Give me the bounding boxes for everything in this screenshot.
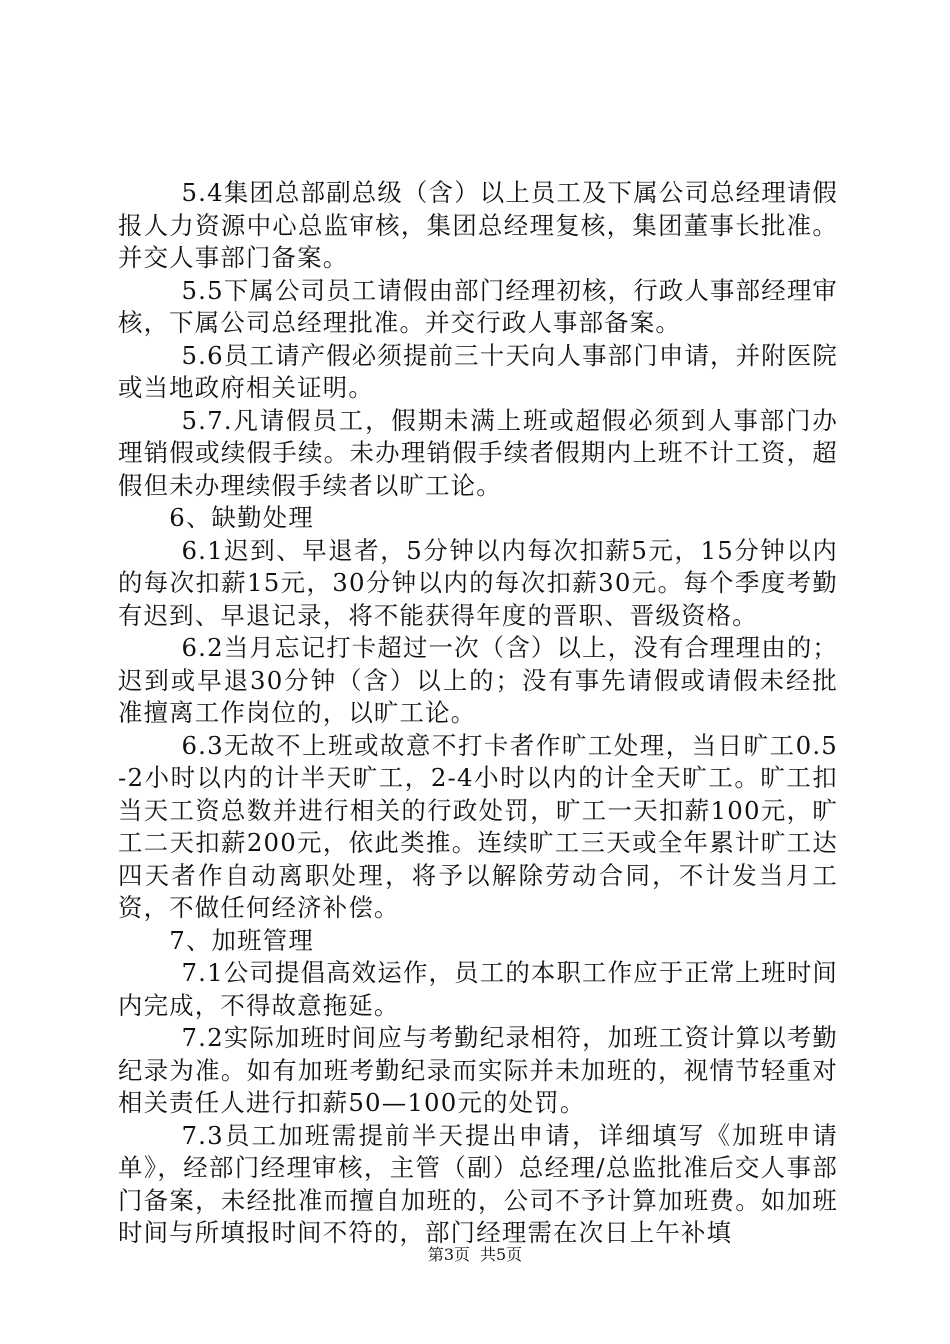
paragraph-5-6: 5.6员工请产假必须提前三十天向人事部门申请，并附医院或当地政府相关证明。	[118, 340, 839, 402]
page-total: 共5页	[480, 1245, 523, 1264]
page-number: 第3页	[427, 1245, 470, 1264]
paragraph-6-1: 6.1迟到、早退者，5分钟以内每次扣薪5元，15分钟以内的每次扣薪15元，30分钟以内的每次扣薪30元。每个季度考勤有迟到、早退记录，将不能获得年度的晋职、晋级资格。	[118, 535, 838, 630]
paragraph-7-1: 7.1公司提倡高效运作，员工的本职工作应于正常上班时间内完成，不得故意拖延。	[118, 958, 839, 1020]
paragraph-5-7: 5.7.凡请假员工，假期未满上班或超假必须到人事部门办理销假或续假手续。未办理销假手续者假期内上班不计工资，超假但未办理续假手续者以旷工论。	[118, 405, 838, 500]
paragraph-5-4: 5.4集团总部副总级（含）以上员工及下属公司总经理请假报人力资源中心总监审核，集团总经理复核，集团董事长批准。并交人事部门备案。	[118, 178, 839, 272]
paragraph-6-3: 6.3无故不上班或故意不打卡者作旷工处理，当日旷工0.5-2小时以内的计半天旷工，2-4小时以内的计全天旷工。旷工扣当天工资总数并进行相关的行政处罚，旷工一天扣薪100元，旷工二天扣薪200元，依此类推。连续旷工三天或全年累计旷工达四天者作自动离职处理，将予以解除劳动合同，不计发当月工资，不做任何经济补偿。	[118, 730, 838, 922]
section-heading-overtime: 7、加班管理	[169, 925, 314, 955]
page-footer	[0, 1245, 950, 1265]
document-body	[118, 177, 838, 1250]
paragraph-6-2: 6.2当月忘记打卡超过一次（含）以上，没有合理理由的；迟到或早退30分钟（含）以上的；没有事先请假或请假未经批准擅离工作岗位的，以旷工论。	[118, 633, 839, 727]
section-heading-absence: 6、缺勤处理	[169, 503, 314, 532]
paragraph-7-2: 7.2实际加班时间应与考勤纪录相符，加班工资计算以考勤纪录为准。如有加班考勤纪录而实际并未加班的，视情节轻重对相关责任人进行扣薪50—100元的处罚。	[118, 1023, 839, 1117]
paragraph-7-3: 7.3员工加班需提前半天提出申请，详细填写《加班申请单》，经部门经理审核，主管（副）总经理/总监批准后交人事部门备案，未经批准而擅自加班的，公司不予计算加班费。如加班时间与所填报时间不符的，部门经理需在次日上午补填	[118, 1120, 838, 1247]
paragraph-5-5: 5.5下属公司员工请假由部门经理初核，行政人事部经理审核，下属公司总经理批准。并交行政人事部备案。	[118, 275, 839, 337]
